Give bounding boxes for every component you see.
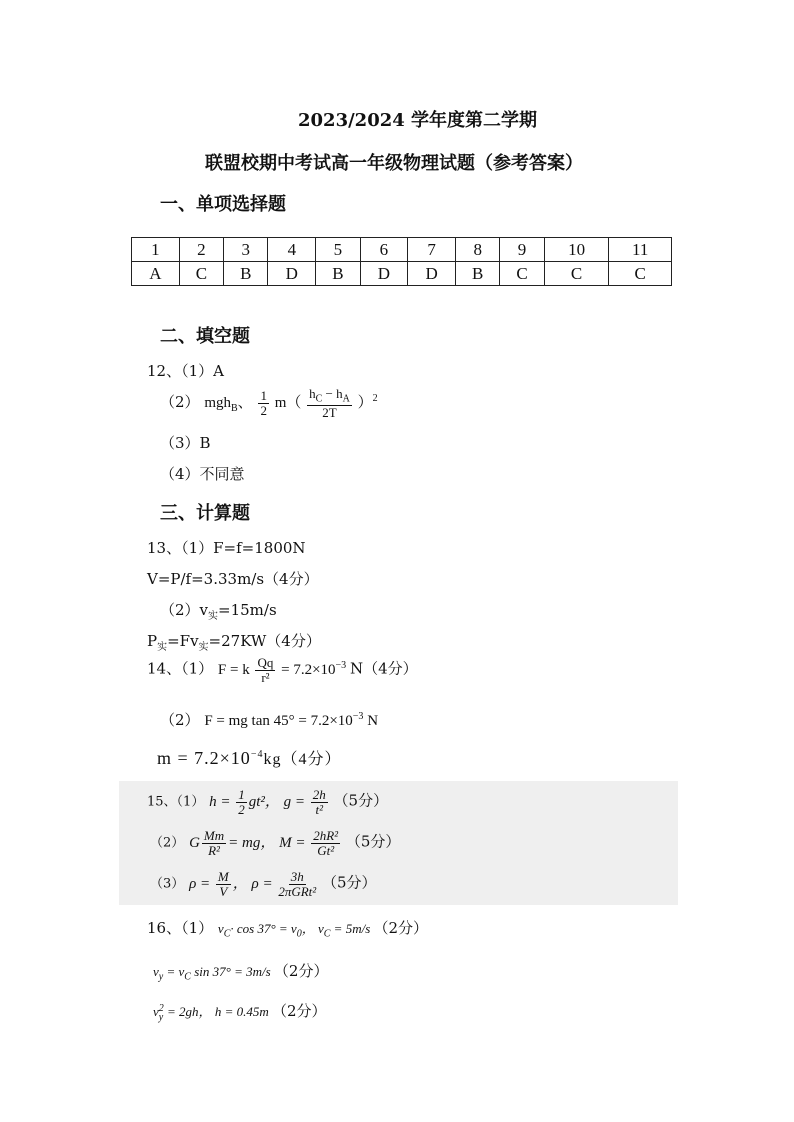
answer-13-3 xyxy=(160,599,277,622)
term: （2分） xyxy=(273,962,329,980)
answer-13-4 xyxy=(147,630,321,653)
label: （2） xyxy=(150,835,185,851)
formula xyxy=(189,869,322,899)
label: 16、（1） xyxy=(147,919,214,937)
label: （2） xyxy=(160,392,200,411)
numerator: 2hR² xyxy=(313,828,339,843)
term: =Fv xyxy=(167,632,199,650)
subscript: 实 xyxy=(157,642,168,653)
denominator: 2 xyxy=(260,402,267,418)
term: kg（4分） xyxy=(263,751,342,768)
formula xyxy=(153,1003,272,1024)
term: v xyxy=(317,921,324,936)
fraction xyxy=(311,788,328,816)
table-cell: C xyxy=(500,262,544,286)
superscript: 2 xyxy=(158,1003,164,1015)
formula xyxy=(217,921,374,940)
answer-15-3 xyxy=(150,870,376,898)
fraction xyxy=(216,870,231,898)
num-text: h xyxy=(309,386,316,401)
term: = v xyxy=(166,964,185,979)
table-cell: B xyxy=(316,262,360,286)
term: P xyxy=(147,632,158,650)
num-text: − h xyxy=(322,386,343,401)
term: （2分） xyxy=(271,1002,327,1020)
answer-13-2: V=P/f=3.33m/s（4分） xyxy=(147,570,319,588)
numerator xyxy=(307,387,352,406)
term: m（ xyxy=(274,394,302,411)
term: N xyxy=(367,713,379,729)
formula xyxy=(204,386,378,421)
term: h = 0.45m xyxy=(214,1004,269,1019)
answer-12-4: （4）不同意 xyxy=(160,465,245,483)
label: （3） xyxy=(150,876,185,892)
numerator: Qq xyxy=(257,655,274,670)
denominator: r² xyxy=(261,669,270,685)
answer-12-1: 12、（1）A xyxy=(147,362,224,380)
separator: 、 xyxy=(237,394,253,411)
fraction xyxy=(311,829,340,857)
subscript: B xyxy=(231,402,238,414)
table-row-choices xyxy=(132,262,672,286)
term: N（4分） xyxy=(349,659,418,678)
subscript: 0 xyxy=(296,928,302,940)
numerator: 3h xyxy=(290,869,304,884)
label: 15、（1） xyxy=(147,794,205,810)
fraction xyxy=(307,387,352,420)
answer-13-1: 13、（1）F=f=1800N xyxy=(147,539,306,557)
table-cell: C xyxy=(179,262,223,286)
term: · cos 37° = v xyxy=(230,921,297,936)
table-cell: B xyxy=(456,262,500,286)
denominator: 2T xyxy=(322,405,337,421)
answer-14-2 xyxy=(160,709,378,730)
formula xyxy=(217,655,350,685)
term: sin 37° = 3m/s xyxy=(194,964,271,979)
table-cell: D xyxy=(360,262,408,286)
table-cell: D xyxy=(408,262,456,286)
table-cell: D xyxy=(268,262,316,286)
subscript: y xyxy=(158,1012,164,1024)
fraction xyxy=(258,389,269,417)
fraction xyxy=(236,788,247,816)
formula xyxy=(209,787,333,817)
term: ） xyxy=(357,394,373,411)
term: m = 7.2×10 xyxy=(157,748,251,768)
section-heading-choice: 一、单项选择题 xyxy=(160,194,286,215)
term: mgh xyxy=(204,394,231,411)
subscript: A xyxy=(342,393,350,405)
answer-15-1 xyxy=(147,788,388,816)
superscript: −4 xyxy=(250,749,264,760)
term: M = xyxy=(279,834,306,851)
table-cell: 9 xyxy=(500,238,544,262)
denominator: t² xyxy=(315,801,324,817)
term: ， xyxy=(301,921,315,936)
term: v xyxy=(153,964,159,979)
label: 14、（1） xyxy=(147,659,214,678)
fraction xyxy=(278,870,316,898)
term: v xyxy=(217,921,224,936)
term: = 2gh， xyxy=(167,1004,212,1019)
table-cell: 1 xyxy=(132,238,180,262)
numerator: 2h xyxy=(312,787,326,802)
term: ρ = xyxy=(189,875,211,892)
term: v xyxy=(153,1004,159,1019)
term: = 7.2×10 xyxy=(281,661,336,678)
superscript: −3 xyxy=(335,659,347,671)
answer-15-2 xyxy=(150,829,400,857)
table-cell: 10 xyxy=(544,238,609,262)
table-cell: B xyxy=(224,262,268,286)
term: ， xyxy=(232,875,248,892)
denominator: 2πGRt² xyxy=(278,883,317,899)
numerator: 1 xyxy=(238,787,245,802)
section-heading-fill: 二、填空题 xyxy=(160,326,250,347)
formula xyxy=(189,828,346,858)
table-cell: C xyxy=(544,262,609,286)
term: g = xyxy=(283,793,306,810)
term: gt²， xyxy=(248,793,280,810)
table-cell: 8 xyxy=(456,238,500,262)
term: G xyxy=(189,834,200,851)
table-cell: 6 xyxy=(360,238,408,262)
term: （2分） xyxy=(373,919,429,937)
subscript: C xyxy=(323,928,331,940)
label: （2） xyxy=(160,711,200,729)
answer-16-3 xyxy=(153,1000,327,1022)
table-cell: C xyxy=(609,262,672,286)
formula xyxy=(153,964,274,983)
answer-14-1 xyxy=(147,656,418,684)
denominator: V xyxy=(219,883,228,899)
term: = mg， xyxy=(228,834,276,851)
table-cell: 7 xyxy=(408,238,456,262)
answer-12-2 xyxy=(160,387,378,420)
term: （2）v xyxy=(160,601,209,619)
table-cell: 5 xyxy=(316,238,360,262)
table-cell: A xyxy=(132,262,180,286)
denominator: 2 xyxy=(238,801,245,817)
answer-14-3 xyxy=(157,746,341,769)
superscript: 2 xyxy=(372,392,378,404)
table-cell: 4 xyxy=(268,238,316,262)
answer-16-2 xyxy=(153,960,328,983)
fraction xyxy=(255,656,275,684)
formula xyxy=(204,713,378,729)
subscript: y xyxy=(158,971,164,983)
term: =27KW（4分） xyxy=(208,632,321,650)
subscript: C xyxy=(223,928,231,940)
term: F = k xyxy=(217,661,250,678)
table-cell: 11 xyxy=(609,238,672,262)
answer-16-1 xyxy=(147,917,428,940)
numerator: M xyxy=(217,869,229,884)
denominator: Gt² xyxy=(317,842,335,858)
section-heading-calc: 三、计算题 xyxy=(160,503,250,524)
numerator: 1 xyxy=(260,388,267,404)
subscript: 实 xyxy=(198,642,209,653)
formula xyxy=(157,748,341,768)
term: （5分） xyxy=(333,791,389,810)
fraction xyxy=(202,829,226,857)
term: （5分） xyxy=(321,873,377,892)
superscript: −3 xyxy=(352,711,364,722)
subscript: C xyxy=(315,393,323,405)
sup-sub-stack xyxy=(159,1004,164,1022)
term: ρ = xyxy=(251,875,273,892)
numerator: Mm xyxy=(203,828,225,843)
page-subtitle: 联盟校期中考试高一年级物理试题（参考答案） xyxy=(205,153,583,174)
term: = 5m/s xyxy=(333,921,371,936)
answer-12-3: （3）B xyxy=(160,434,211,452)
term: h = xyxy=(209,793,231,810)
table-row-numbers xyxy=(132,238,672,262)
answer-table xyxy=(131,237,672,286)
subscript: C xyxy=(184,971,191,983)
term: F = mg tan 45° = 7.2×10 xyxy=(204,713,353,729)
page-title: 2023/2024 学年度第二学期 xyxy=(298,110,538,131)
term: =15m/s xyxy=(218,601,277,619)
denominator: R² xyxy=(208,842,220,858)
term: （5分） xyxy=(345,832,401,851)
subscript: 实 xyxy=(208,611,219,622)
table-cell: 2 xyxy=(179,238,223,262)
table-cell: 3 xyxy=(224,238,268,262)
